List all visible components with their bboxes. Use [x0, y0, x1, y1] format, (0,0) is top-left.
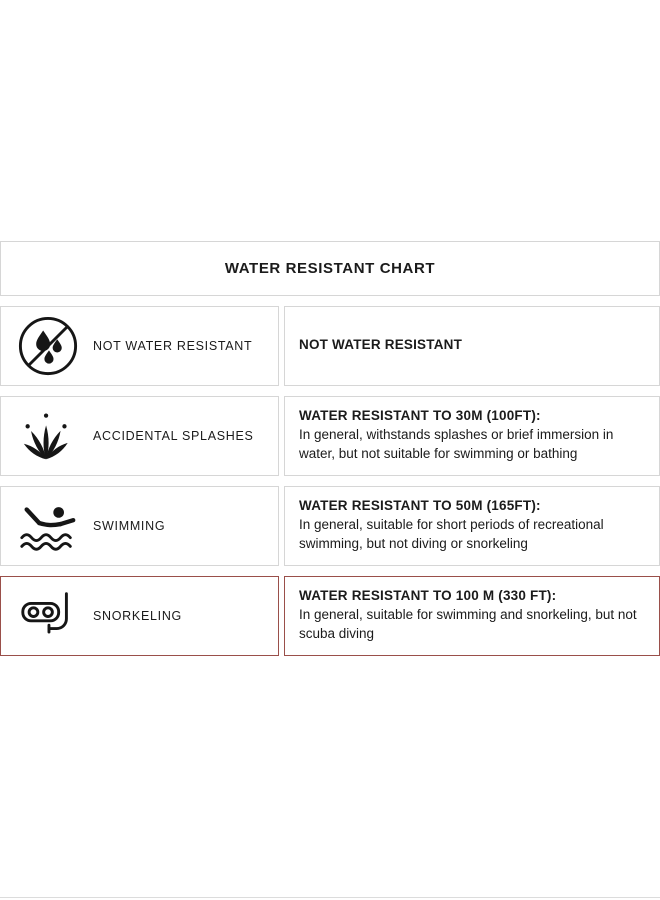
rating-heading: NOT WATER RESISTANT: [299, 337, 463, 352]
bottom-divider: [0, 897, 660, 898]
activity-label: SNORKELING: [93, 609, 182, 623]
rating-heading: WATER RESISTANT TO 50M (165FT):: [299, 498, 541, 514]
water-resistant-chart: [0, 241, 660, 656]
rating-cell: [284, 306, 660, 386]
activity-cell: [0, 576, 279, 656]
rating-cell: [284, 396, 660, 476]
activity-cell: [0, 306, 279, 386]
water-splashes-icon: [17, 405, 79, 467]
activity-label: ACCIDENTAL SPLASHES: [93, 429, 254, 443]
table-row: [0, 306, 660, 386]
table-row: [0, 396, 660, 476]
snorkel-mask-icon: [17, 585, 79, 647]
rating-description: In general, suitable for swimming and snorkeling, but not scuba diving: [299, 607, 637, 641]
activity-label: NOT WATER RESISTANT: [93, 339, 253, 353]
rating-heading: WATER RESISTANT TO 30M (100FT):: [299, 408, 541, 424]
table-row: [0, 576, 660, 656]
activity-label: SWIMMING: [93, 519, 166, 533]
no-water-drops-icon: [17, 315, 79, 377]
rating-cell: [284, 486, 660, 566]
chart-title: WATER RESISTANT CHART: [0, 241, 660, 296]
swimmer-icon: [17, 495, 79, 557]
rating-description: In general, withstands splashes or brief immersion in water, but not suitable for swimming or bathing: [299, 427, 614, 461]
activity-cell: [0, 396, 279, 476]
rating-description: In general, suitable for short periods of recreational swimming, but not diving or snorkeling: [299, 517, 604, 551]
rating-heading: WATER RESISTANT TO 100 M (330 FT):: [299, 588, 557, 604]
activity-cell: [0, 486, 279, 566]
rating-cell: [284, 576, 660, 656]
table-row: [0, 486, 660, 566]
